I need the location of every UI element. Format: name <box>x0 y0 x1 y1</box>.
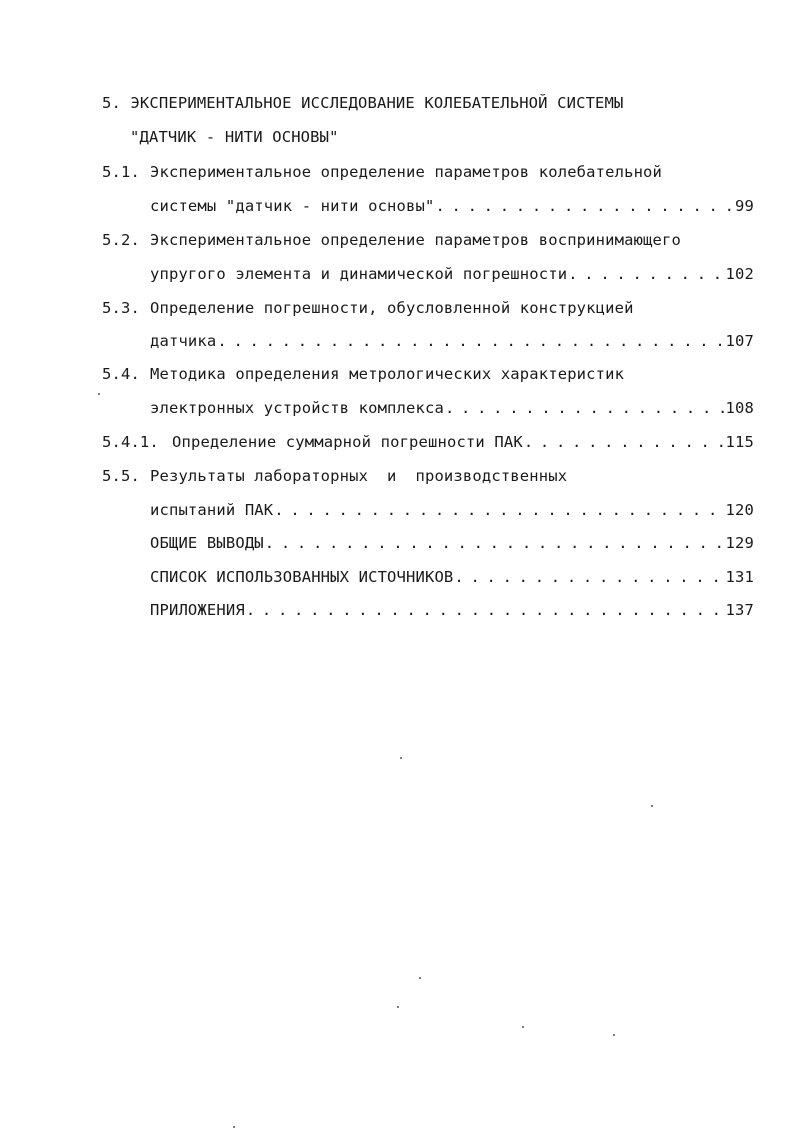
toc-entry-page: 120 <box>725 501 754 519</box>
toc-backmatter-title: ПРИЛОЖЕНИЯ <box>150 601 245 619</box>
toc-entry-page: 108 <box>725 399 754 417</box>
toc-entry-title: Методика определения метрологических характеристик <box>150 365 625 383</box>
toc-backmatter-title: ОБЩИЕ ВЫВОДЫ <box>150 534 264 552</box>
toc-entry-page: 102 <box>725 265 754 283</box>
toc-backmatter-row <box>150 567 754 587</box>
toc-backmatter-page: 137 <box>725 601 754 619</box>
toc-entry-number: 5.1. <box>102 163 140 181</box>
dot-leader <box>445 398 725 418</box>
toc-entry-row <box>150 500 754 520</box>
scan-speck <box>419 977 421 979</box>
toc-entry-row <box>150 196 754 216</box>
scan-speck <box>233 1126 235 1128</box>
toc-entry-row <box>150 398 754 418</box>
toc-backmatter-row <box>150 533 754 553</box>
toc-entry-title-cont: системы "датчик - нити основы" <box>150 197 435 215</box>
dot-leader <box>274 500 724 520</box>
scan-speck <box>397 1006 399 1008</box>
toc-entry-number: 5.5. <box>102 467 140 485</box>
dot-leader <box>454 567 724 587</box>
toc-entry-title-cont: испытаний ПАК <box>150 501 274 519</box>
toc-entry-title: Результаты лабораторных и производственных <box>150 467 568 485</box>
toc-entry-row <box>172 432 754 452</box>
toc-entry-row <box>150 331 754 351</box>
toc-backmatter-row <box>150 600 754 620</box>
toc-entry-page: 107 <box>725 332 754 350</box>
toc-entry-title-cont: датчика <box>150 332 217 350</box>
toc-entry-number: 5.4.1. <box>102 433 159 451</box>
toc-entry-title: Определение суммарной погрешности ПАК <box>172 433 523 451</box>
toc-entry-number: 5.3. <box>102 299 140 317</box>
dot-leader <box>265 533 725 553</box>
dot-leader <box>568 264 724 284</box>
scan-speck <box>400 757 402 759</box>
toc-backmatter-title: СПИСОК ИСПОЛЬЗОВАННЫХ ИСТОЧНИКОВ <box>150 568 454 586</box>
toc-entry-title: Определение погрешности, обусловленной конструкцией <box>150 299 634 317</box>
scan-speck <box>651 805 653 807</box>
dot-leader <box>217 331 724 351</box>
toc-entry-title: Экспериментальное определение параметров колебательной <box>150 163 663 181</box>
dot-leader <box>246 600 725 620</box>
toc-backmatter-page: 129 <box>725 534 754 552</box>
scan-speck <box>613 1034 615 1036</box>
toc-entry-title-cont: электронных устройств комплекса <box>150 399 444 417</box>
toc-entry-row <box>150 264 754 284</box>
toc-entry-page: 115 <box>725 433 754 451</box>
toc-entry-page: 99 <box>735 197 754 215</box>
toc-backmatter-page: 131 <box>725 568 754 586</box>
dot-leader <box>524 432 725 452</box>
chapter-heading-line2: "ДАТЧИК - НИТИ ОСНОВЫ" <box>130 128 339 146</box>
dot-leader <box>435 196 734 216</box>
scan-speck <box>98 393 100 395</box>
toc-entry-title: Экспериментальное определение параметров воспринимающего <box>150 231 681 249</box>
toc-entry-title-cont: упругого элемента и динамической погрешности <box>150 265 568 283</box>
chapter-heading-line1: 5. ЭКСПЕРИМЕНТАЛЬНОЕ ИССЛЕДОВАНИЕ КОЛЕБАТЕЛЬНОЙ СИСТЕМЫ <box>102 94 624 112</box>
toc-entry-number: 5.4. <box>102 365 140 383</box>
toc-entry-number: 5.2. <box>102 231 140 249</box>
scan-speck <box>522 1026 524 1028</box>
